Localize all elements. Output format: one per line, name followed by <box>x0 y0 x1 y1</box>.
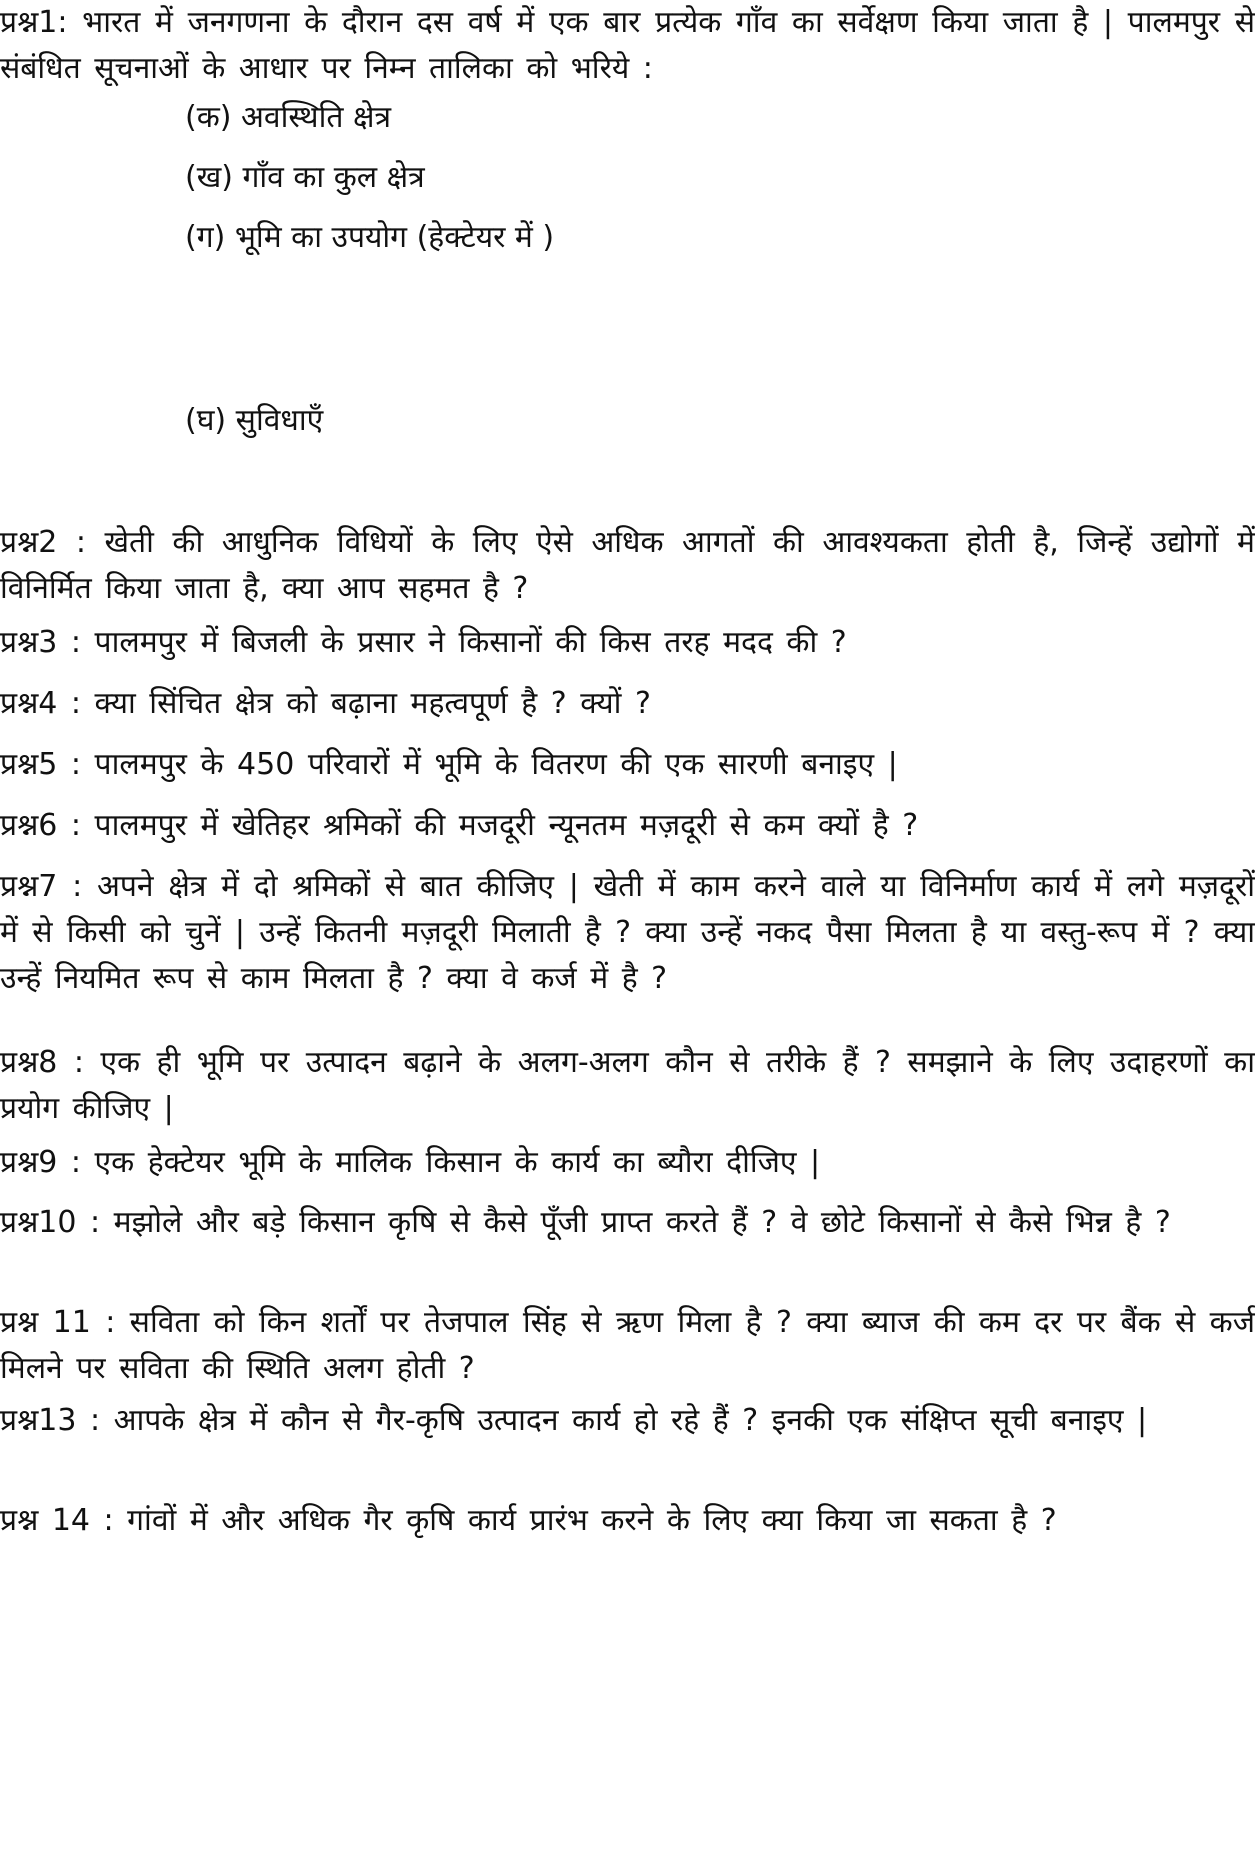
question-1-item-a: (क) अवस्थिति क्षेत्र <box>185 100 392 135</box>
question-5: प्रश्न5 : पालमपुर के 450 परिवारों में भूमि के वितरण की एक सारणी बनाइए | <box>0 747 898 782</box>
question-9: प्रश्न9 : एक हेक्टेयर भूमि के मालिक किसान के कार्य का ब्यौरा दीजिए | <box>0 1145 821 1180</box>
question-2: प्रश्न2 : खेती की आधुनिक विधियों के लिए ऐसे अधिक आगतों की आवश्यकता होती है, जिन्हें उद्योगों में विनिर्मित किया जाता है, क्या आप सहमत है ? <box>0 525 1255 606</box>
question-7: प्रश्न7 : अपने क्षेत्र में दो श्रमिकों से बात कीजिए | खेती में काम करने वाले या विनिर्माण कार्य में लगे मज़दूरों में से किसी को चुनें | उन्हें कितनी मज़दूरी मिलाती है ? क्या उन्हें नकद पैसा मिलता है या वस्तु-रूप में ? क्या उन्हें नियमित रूप से काम मिलता है ? क्या वे कर्ज में है ? <box>0 869 1255 996</box>
question-10: प्रश्न10 : मझोले और बड़े किसान कृषि से कैसे पूँजी प्राप्त करते हैं ? वे छोटे किसानों से कैसे भिन्न है ? <box>0 1205 1171 1240</box>
question-1-item-b: (ख) गाँव का कुल क्षेत्र <box>185 160 425 195</box>
question-1: प्रश्न1: भारत में जनगणना के दौरान दस वर्ष में एक बार प्रत्येक गाँव का सर्वेक्षण किया जाता है | पालमपुर से संबंधित सूचनाओं के आधार पर निम्न तालिका को भरिये : <box>0 5 1255 86</box>
question-6: प्रश्न6 : पालमपुर में खेतिहर श्रमिकों की मजदूरी न्यूनतम मज़दूरी से कम क्यों है ? <box>0 808 919 843</box>
question-13: प्रश्न13 : आपके क्षेत्र में कौन से गैर-कृषि उत्पादन कार्य हो रहे हैं ? इनकी एक संक्षिप्त सूची बनाइए | <box>0 1403 1148 1438</box>
question-11: प्रश्न 11 : सविता को किन शर्तों पर तेजपाल सिंह से ऋण मिला है ? क्या ब्याज की कम दर पर बैंक से कर्ज मिलने पर सविता की स्थिति अलग होती ? <box>0 1305 1255 1386</box>
question-8: प्रश्न8 : एक ही भूमि पर उत्पादन बढ़ाने के अलग-अलग कौन से तरीके हैं ? समझाने के लिए उदाहरणों का प्रयोग कीजिए | <box>0 1045 1255 1126</box>
question-14: प्रश्न 14 : गांवों में और अधिक गैर कृषि कार्य प्रारंभ करने के लिए क्या किया जा सकता है ? <box>0 1503 1057 1538</box>
question-4: प्रश्न4 : क्या सिंचित क्षेत्र को बढ़ाना महत्वपूर्ण है ? क्यों ? <box>0 686 651 721</box>
question-1-item-c: (ग) भूमि का उपयोग (हेक्टेयर में ) <box>185 220 555 255</box>
question-1-item-d: (घ) सुविधाएँ <box>185 403 324 438</box>
question-3: प्रश्न3 : पालमपुर में बिजली के प्रसार ने किसानों की किस तरह मदद की ? <box>0 625 847 660</box>
